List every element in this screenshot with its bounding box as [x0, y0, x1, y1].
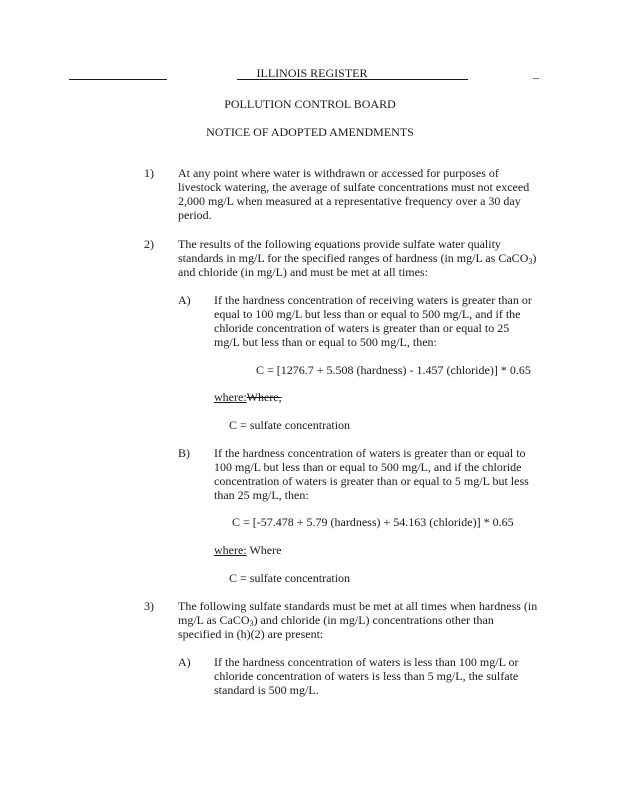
item-3-line: The following sulfate standards must be met at all times when hardness (in: [178, 599, 538, 613]
item-3-line-text: mg/L as CaCO: [178, 613, 250, 627]
item-3a-line: chloride concentration of waters is less than 5 mg/L, the sulfate: [214, 669, 519, 683]
subscript-3: 3: [249, 619, 254, 628]
item-2b-letter: B): [178, 446, 190, 460]
item-2b-line: If the hardness concentration of waters is greater than or equal to: [214, 446, 526, 460]
definition-2b: C = sulfate concentration: [229, 571, 351, 585]
where-2b: [214, 543, 281, 557]
header-mark: _: [533, 66, 539, 80]
where-new: where:: [214, 543, 247, 557]
header-rule-left: [69, 79, 167, 80]
where-2a: [214, 390, 282, 404]
item-2-line-text: ): [532, 251, 537, 265]
where-new: where:: [214, 390, 247, 404]
item-2a-letter: A): [178, 293, 191, 307]
item-2a-line: If the hardness concentration of receiving waters is greater than or: [214, 293, 532, 307]
board-title: POLLUTION CONTROL BOARD: [224, 97, 396, 111]
item-2-text: [178, 237, 536, 279]
where-old: Where,: [246, 390, 282, 404]
item-3a-line: If the hardness concentration of waters is less than 100 mg/L or: [214, 655, 519, 669]
item-2-line: and chloride (in mg/L) and must be met at all times:: [178, 265, 428, 279]
item-2-number: 2): [144, 237, 154, 251]
item-2b-text: [214, 446, 529, 502]
item-3-line: specified in (h)(2) are present:: [178, 627, 324, 641]
item-2b-line: concentration of waters is greater than or equal to 5 mg/L but less: [214, 474, 529, 488]
item-3a-letter: A): [178, 655, 191, 669]
subscript-3: 3: [528, 257, 533, 266]
item-2a-text: [214, 293, 532, 349]
item-2a-line: mg/L but less than or equal to 500 mg/L, then:: [214, 335, 437, 349]
item-1-line: At any point where water is withdrawn or accessed for purposes of: [178, 166, 499, 180]
notice-title: NOTICE OF ADOPTED AMENDMENTS: [206, 125, 414, 139]
item-2b-line: 100 mg/L but less than or equal to 500 mg/L, and if the chloride: [214, 460, 522, 474]
item-3-line: [178, 613, 537, 627]
item-3a-line: standard is 500 mg/L.: [214, 683, 319, 697]
item-2-line-text: standards in mg/L for the specified ranges of hardness (in mg/L as CaCO: [178, 251, 529, 265]
item-1-text: [178, 166, 529, 222]
item-1-number: 1): [144, 166, 154, 180]
item-3a-text: [214, 655, 518, 697]
where-old: Where: [246, 543, 282, 557]
item-1-line: period.: [178, 208, 212, 222]
item-3-line-text: ) and chloride (in mg/L) concentrations other than: [253, 613, 494, 627]
item-2a-line: equal to 100 mg/L but less than or equal to 500 mg/L, and if the: [214, 307, 521, 321]
item-2b-line: than 25 mg/L, then:: [214, 488, 309, 502]
equation-2a: C = [1276.7 + 5.508 (hardness) - 1.457 (chloride)] * 0.65: [256, 363, 531, 377]
definition-2a: C = sulfate concentration: [229, 418, 351, 432]
register-title: ILLINOIS REGISTER: [256, 66, 368, 80]
item-3-text: [178, 599, 537, 641]
equation-2b: C = [-57.478 + 5.79 (hardness) + 54.163 (chloride)] * 0.65: [232, 515, 514, 529]
item-1-line: 2,000 mg/L when measured at a representative frequency over a 30 day: [178, 194, 521, 208]
item-2-line: [178, 251, 536, 265]
item-1-line: livestock watering, the average of sulfate concentrations must not exceed: [178, 180, 530, 194]
item-3-number: 3): [144, 599, 154, 613]
item-2a-line: chloride concentration of waters is greater than or equal to 25: [214, 321, 510, 335]
item-2-line: The results of the following equations provide sulfate water quality: [178, 237, 501, 251]
